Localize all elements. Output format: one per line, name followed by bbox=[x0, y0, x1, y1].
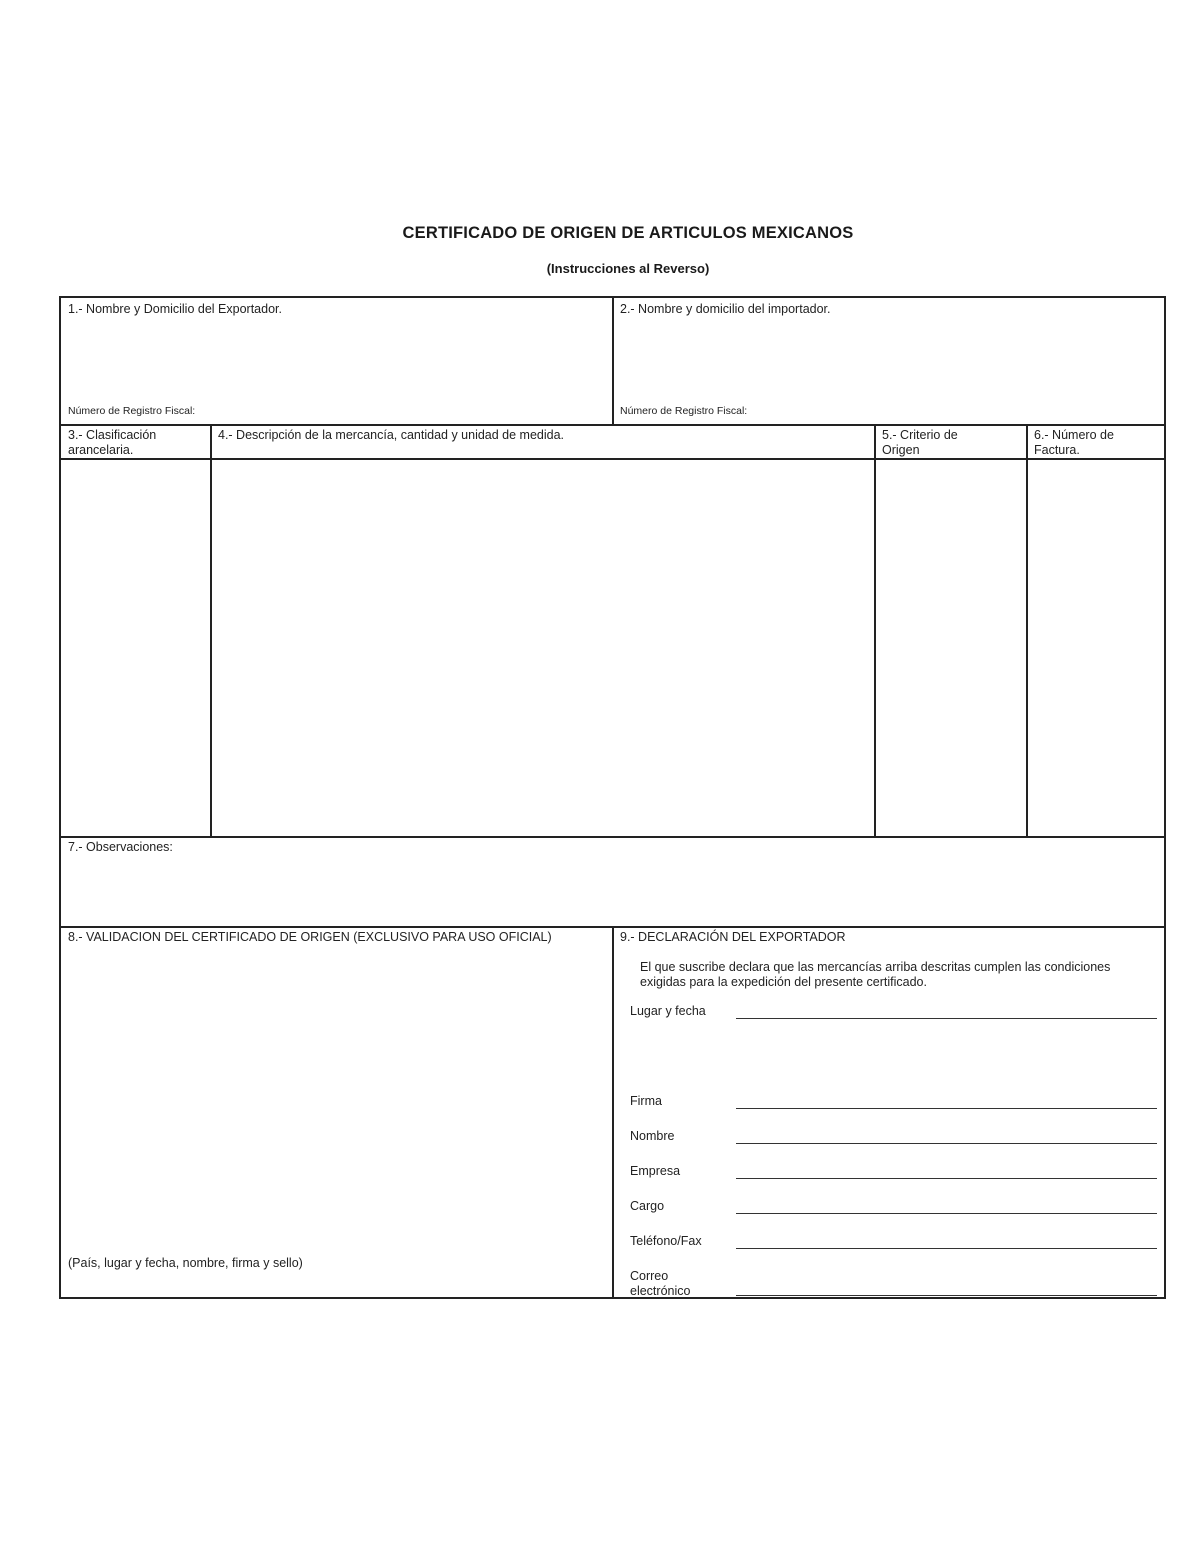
row-divider-2 bbox=[61, 458, 1164, 460]
certificate-form bbox=[59, 296, 1166, 1299]
importer-label: 2.- Nombre y domicilio del importador. bbox=[620, 302, 831, 316]
signature-line[interactable] bbox=[736, 1108, 1157, 1109]
col-divider-bottom bbox=[612, 926, 614, 1299]
col-divider-4-5 bbox=[874, 424, 876, 836]
company-label: Empresa bbox=[630, 1164, 681, 1178]
origin-criteria-label: 5.- Criterio de Origen bbox=[882, 428, 958, 457]
place-date-line[interactable] bbox=[736, 1018, 1157, 1019]
description-label: 4.- Descripción de la mercancía, cantidad y unidad de medida. bbox=[218, 428, 565, 442]
company-line[interactable] bbox=[736, 1178, 1157, 1179]
exporter-label: 1.- Nombre y Domicilio del Exportador. bbox=[68, 302, 282, 316]
document-subtitle: (Instrucciones al Reverso) bbox=[546, 261, 710, 276]
tariff-label: 3.- Clasificación arancelaria. bbox=[68, 428, 157, 457]
declaration-label: 9.- DECLARACIÓN DEL EXPORTADOR bbox=[620, 930, 846, 944]
validation-footer: (País, lugar y fecha, nombre, firma y sello) bbox=[68, 1256, 303, 1270]
name-label: Nombre bbox=[630, 1129, 675, 1143]
observations-label: 7.- Observaciones: bbox=[68, 840, 173, 854]
col-divider-3-4 bbox=[210, 424, 212, 836]
position-label: Cargo bbox=[630, 1199, 665, 1213]
row-divider-3 bbox=[61, 836, 1164, 838]
validation-label: 8.- VALIDACION DEL CERTIFICADO DE ORIGEN (EXCLUSIVO PARA USO OFICIAL) bbox=[68, 930, 552, 944]
invoice-number-label: 6.- Número de Factura. bbox=[1034, 428, 1114, 457]
declaration-text: El que suscribe declara que las mercancías arriba descritas cumplen las condiciones exigidas para la expedición del presente certificado. bbox=[640, 960, 1111, 989]
col-divider-5-6 bbox=[1026, 424, 1028, 836]
document-title: CERTIFICADO DE ORIGEN DE ARTICULOS MEXICANOS bbox=[402, 224, 854, 242]
phone-fax-label: Teléfono/Fax bbox=[630, 1234, 702, 1248]
col-divider-top bbox=[612, 298, 614, 424]
email-label: Correo electrónico bbox=[630, 1269, 691, 1298]
exporter-fiscal-label: Número de Registro Fiscal: bbox=[68, 405, 196, 417]
name-line[interactable] bbox=[736, 1143, 1157, 1144]
phone-fax-line[interactable] bbox=[736, 1248, 1157, 1249]
importer-fiscal-label: Número de Registro Fiscal: bbox=[620, 405, 748, 417]
place-date-label: Lugar y fecha bbox=[630, 1004, 706, 1018]
position-line[interactable] bbox=[736, 1213, 1157, 1214]
row-divider-1 bbox=[61, 424, 1164, 426]
signature-label: Firma bbox=[630, 1094, 662, 1108]
email-line[interactable] bbox=[736, 1295, 1157, 1296]
